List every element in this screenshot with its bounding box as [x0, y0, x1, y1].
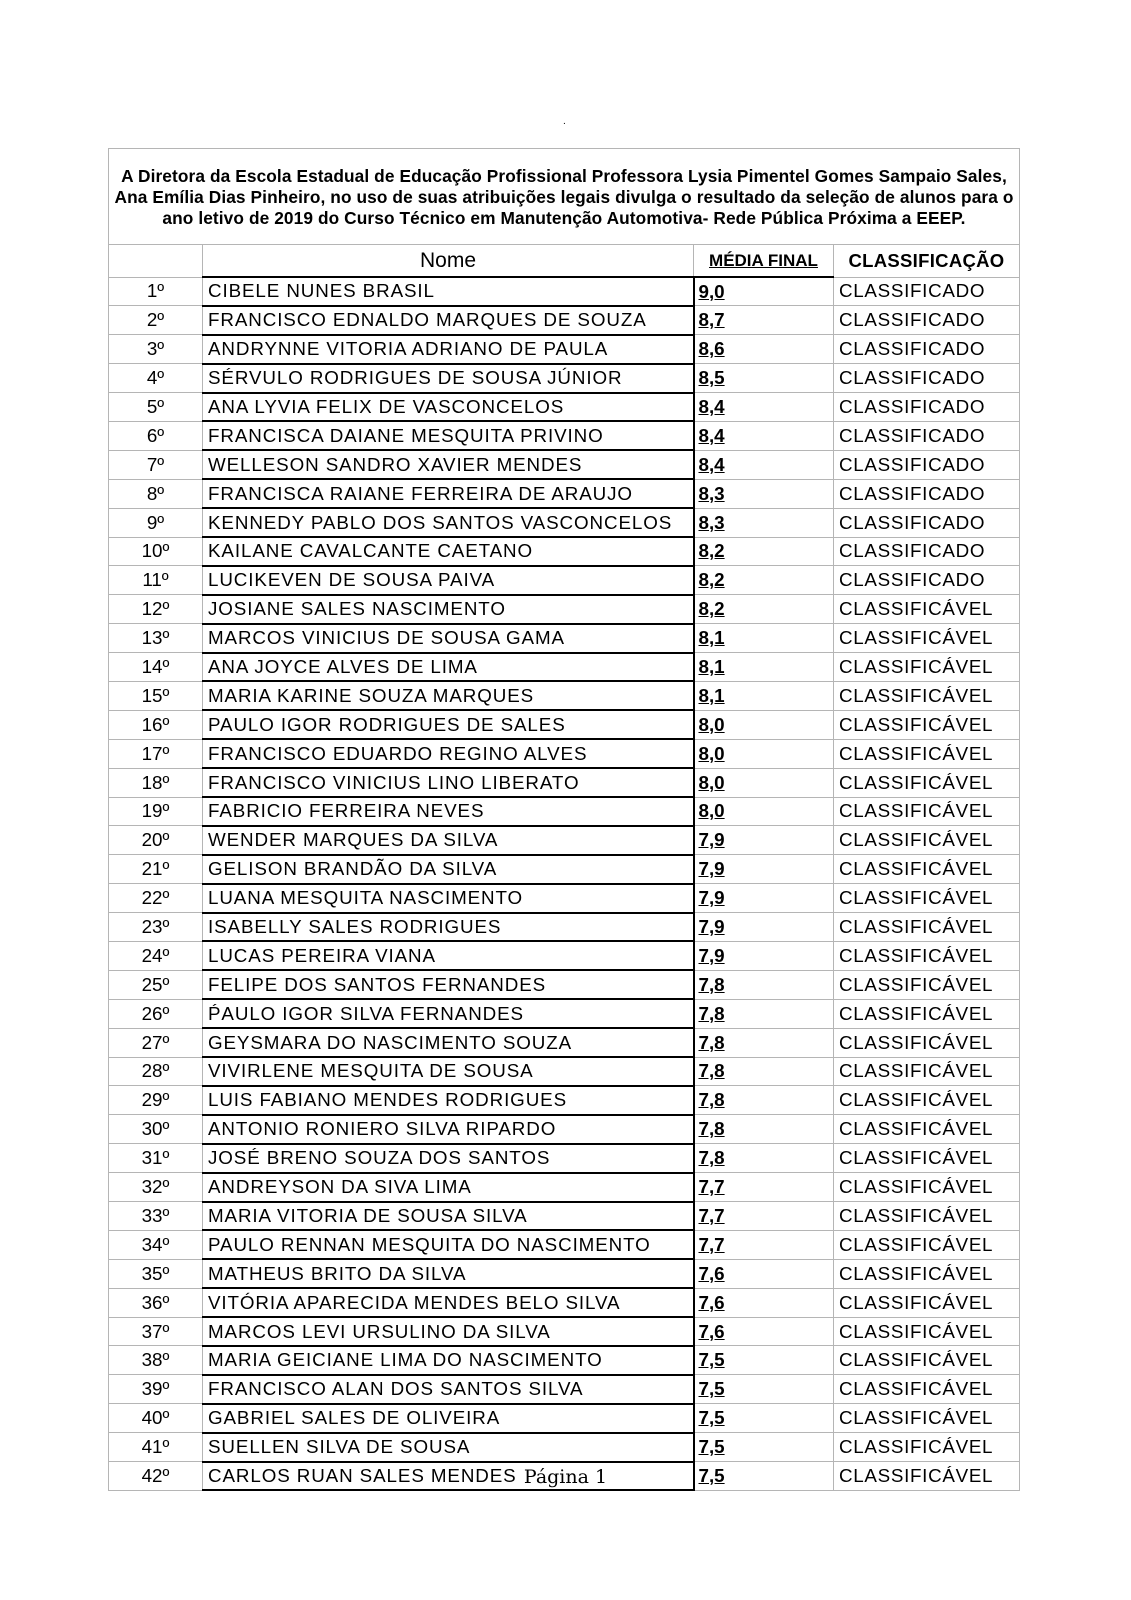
position-cell: 14º	[109, 653, 203, 682]
table-row	[109, 624, 1020, 653]
name-cell: PAULO IGOR RODRIGUES DE SALES	[203, 710, 694, 739]
position-cell: 10º	[109, 537, 203, 566]
table-row	[109, 653, 1020, 682]
name-cell: JOSIANE SALES NASCIMENTO	[203, 595, 694, 624]
page-number: Página 1	[523, 1466, 608, 1488]
table-row	[109, 566, 1020, 595]
classification-cell: CLASSIFICADO	[834, 537, 1020, 566]
position-cell: 1º	[109, 277, 203, 306]
table-row	[109, 1086, 1020, 1115]
intro-text: A Diretora da Escola Estadual de Educação Profissional Professora Lysia Pimentel Gomes Sampaio Sales, Ana Emília Dias Pinheiro, no uso de suas atribuições legais divulga o resultado da seleção de alunos para o ano letivo de 2019 do Curso Técnico em Manutenção Automotiva- Rede Pública Próxima a EEEP.	[109, 149, 1020, 245]
classification-cell: CLASSIFICADO	[834, 479, 1020, 508]
position-cell: 16º	[109, 710, 203, 739]
classification-cell: CLASSIFICÁVEL	[834, 1173, 1020, 1202]
name-cell: LUIS FABIANO MENDES RODRIGUES	[203, 1086, 694, 1115]
name-cell: SUELLEN SILVA DE SOUSA	[203, 1433, 694, 1462]
position-cell: 42º	[109, 1462, 203, 1491]
media-final-cell: 7,7	[694, 1202, 834, 1231]
position-cell: 7º	[109, 450, 203, 479]
position-cell: 25º	[109, 970, 203, 999]
media-final-cell: 8,0	[694, 768, 834, 797]
table-row	[109, 364, 1020, 393]
classification-cell: CLASSIFICÁVEL	[834, 884, 1020, 913]
table-row	[109, 913, 1020, 942]
name-cell: ṔAULO IGOR SILVA FERNANDES	[203, 999, 694, 1028]
media-final-cell: 8,1	[694, 653, 834, 682]
table-row	[109, 1259, 1020, 1288]
position-cell: 6º	[109, 421, 203, 450]
media-final-cell: 8,2	[694, 566, 834, 595]
header-position	[109, 245, 203, 278]
name-cell: KENNEDY PABLO DOS SANTOS VASCONCELOS	[203, 508, 694, 537]
name-cell: VIVIRLENE MESQUITA DE SOUSA	[203, 1057, 694, 1086]
media-final-cell: 7,9	[694, 826, 834, 855]
name-cell: ANA LYVIA FELIX DE VASCONCELOS	[203, 393, 694, 422]
classification-cell: CLASSIFICÁVEL	[834, 797, 1020, 826]
media-final-cell: 7,8	[694, 1057, 834, 1086]
classification-cell: CLASSIFICÁVEL	[834, 941, 1020, 970]
media-final-cell: 7,6	[694, 1317, 834, 1346]
name-cell: FRANCISCO ALAN DOS SANTOS SILVA	[203, 1375, 694, 1404]
media-final-cell: 7,6	[694, 1259, 834, 1288]
media-final-cell: 7,8	[694, 1144, 834, 1173]
classification-cell: CLASSIFICÁVEL	[834, 1028, 1020, 1057]
name-cell: MARCOS VINICIUS DE SOUSA GAMA	[203, 624, 694, 653]
table-row	[109, 450, 1020, 479]
position-cell: 8º	[109, 479, 203, 508]
classification-cell: CLASSIFICÁVEL	[834, 970, 1020, 999]
media-final-cell: 8,4	[694, 421, 834, 450]
table-row	[109, 393, 1020, 422]
classification-cell: CLASSIFICÁVEL	[834, 653, 1020, 682]
media-final-cell: 7,9	[694, 855, 834, 884]
name-cell: LUCAS PEREIRA VIANA	[203, 941, 694, 970]
classification-cell: CLASSIFICÁVEL	[834, 855, 1020, 884]
classification-cell: CLASSIFICADO	[834, 421, 1020, 450]
position-cell: 21º	[109, 855, 203, 884]
position-cell: 13º	[109, 624, 203, 653]
position-cell: 5º	[109, 393, 203, 422]
name-cell: GABRIEL SALES DE OLIVEIRA	[203, 1404, 694, 1433]
classification-cell: CLASSIFICÁVEL	[834, 1375, 1020, 1404]
name-cell: MATHEUS BRITO DA SILVA	[203, 1259, 694, 1288]
name-cell: MARIA GEICIANE LIMA DO NASCIMENTO	[203, 1346, 694, 1375]
classification-cell: CLASSIFICÁVEL	[834, 624, 1020, 653]
position-cell: 33º	[109, 1202, 203, 1231]
position-cell: 19º	[109, 797, 203, 826]
table-row	[109, 1202, 1020, 1231]
position-cell: 4º	[109, 364, 203, 393]
name-cell: FRANCISCA DAIANE MESQUITA PRIVINO	[203, 421, 694, 450]
table-row	[109, 826, 1020, 855]
classification-cell: CLASSIFICÁVEL	[834, 1144, 1020, 1173]
name-cell: ANTONIO RONIERO SILVA RIPARDO	[203, 1115, 694, 1144]
position-cell: 35º	[109, 1259, 203, 1288]
position-cell: 22º	[109, 884, 203, 913]
media-final-cell: 7,5	[694, 1433, 834, 1462]
position-cell: 17º	[109, 739, 203, 768]
classification-cell: CLASSIFICADO	[834, 277, 1020, 306]
classification-cell: CLASSIFICADO	[834, 566, 1020, 595]
position-cell: 36º	[109, 1288, 203, 1317]
classification-cell: CLASSIFICÁVEL	[834, 739, 1020, 768]
name-cell: FRANCISCO EDNALDO MARQUES DE SOUZA	[203, 306, 694, 335]
classification-cell: CLASSIFICÁVEL	[834, 1462, 1020, 1491]
name-cell: FRANCISCO VINICIUS LINO LIBERATO	[203, 768, 694, 797]
table-row	[109, 1288, 1020, 1317]
position-cell: 40º	[109, 1404, 203, 1433]
position-cell: 11º	[109, 566, 203, 595]
media-final-cell: 8,3	[694, 479, 834, 508]
name-cell: MARIA KARINE SOUZA MARQUES	[203, 681, 694, 710]
position-cell: 15º	[109, 681, 203, 710]
media-final-cell: 7,9	[694, 884, 834, 913]
header-name: Nome	[203, 245, 694, 278]
media-final-cell: 7,5	[694, 1346, 834, 1375]
media-final-cell: 7,9	[694, 941, 834, 970]
table-row	[109, 277, 1020, 306]
table-row	[109, 681, 1020, 710]
media-final-cell: 7,7	[694, 1173, 834, 1202]
position-cell: 23º	[109, 913, 203, 942]
table-row	[109, 710, 1020, 739]
classification-cell: CLASSIFICADO	[834, 306, 1020, 335]
name-cell: KAILANE CAVALCANTE CAETANO	[203, 537, 694, 566]
classification-cell: CLASSIFICÁVEL	[834, 1230, 1020, 1259]
classification-cell: CLASSIFICÁVEL	[834, 999, 1020, 1028]
classification-cell: CLASSIFICÁVEL	[834, 826, 1020, 855]
name-cell: FABRICIO FERREIRA NEVES	[203, 797, 694, 826]
name-cell: MARIA VITORIA DE SOUSA SILVA	[203, 1202, 694, 1231]
media-final-cell: 7,8	[694, 1086, 834, 1115]
media-final-cell: 8,5	[694, 364, 834, 393]
media-final-cell: 8,6	[694, 335, 834, 364]
name-cell: ISABELLY SALES RODRIGUES	[203, 913, 694, 942]
name-cell: SÉRVULO RODRIGUES DE SOUSA JÚNIOR	[203, 364, 694, 393]
media-final-cell: 8,2	[694, 595, 834, 624]
classification-cell: CLASSIFICADO	[834, 393, 1020, 422]
name-cell: ANDRYNNE VITORIA ADRIANO DE PAULA	[203, 335, 694, 364]
classification-cell: CLASSIFICADO	[834, 508, 1020, 537]
table-row	[109, 421, 1020, 450]
position-cell: 41º	[109, 1433, 203, 1462]
table-row	[109, 1346, 1020, 1375]
media-final-cell: 8,4	[694, 450, 834, 479]
table-row	[109, 941, 1020, 970]
media-final-cell: 8,7	[694, 306, 834, 335]
table-row	[109, 1057, 1020, 1086]
name-cell: WELLESON SANDRO XAVIER MENDES	[203, 450, 694, 479]
position-cell: 26º	[109, 999, 203, 1028]
position-cell: 18º	[109, 768, 203, 797]
classification-cell: CLASSIFICÁVEL	[834, 681, 1020, 710]
classification-cell: CLASSIFICÁVEL	[834, 1346, 1020, 1375]
name-cell: GEYSMARA DO NASCIMENTO SOUZA	[203, 1028, 694, 1057]
classification-cell: CLASSIFICADO	[834, 335, 1020, 364]
table-row	[109, 1317, 1020, 1346]
name-cell: CIBELE NUNES BRASIL	[203, 277, 694, 306]
position-cell: 9º	[109, 508, 203, 537]
media-final-cell: 9,0	[694, 277, 834, 306]
results-table	[108, 148, 1020, 1491]
classification-cell: CLASSIFICÁVEL	[834, 1202, 1020, 1231]
name-cell: CARLOS RUAN SALES MENDES	[203, 1462, 694, 1491]
position-cell: 38º	[109, 1346, 203, 1375]
table-row	[109, 1375, 1020, 1404]
classification-cell: CLASSIFICÁVEL	[834, 1115, 1020, 1144]
classification-cell: CLASSIFICÁVEL	[834, 913, 1020, 942]
name-cell: LUANA MESQUITA NASCIMENTO	[203, 884, 694, 913]
table-row	[109, 1173, 1020, 1202]
table-row	[109, 999, 1020, 1028]
table-row	[109, 739, 1020, 768]
table-row	[109, 1433, 1020, 1462]
classification-cell: CLASSIFICÁVEL	[834, 710, 1020, 739]
name-cell: VITÓRIA APARECIDA MENDES BELO SILVA	[203, 1288, 694, 1317]
header-media-final: MÉDIA FINAL	[694, 245, 834, 278]
name-cell: ANDREYSON DA SIVA LIMA	[203, 1173, 694, 1202]
classification-cell: CLASSIFICÁVEL	[834, 1317, 1020, 1346]
table-row	[109, 537, 1020, 566]
table-row	[109, 1115, 1020, 1144]
header-classification: CLASSIFICAÇÃO	[834, 245, 1020, 278]
position-cell: 37º	[109, 1317, 203, 1346]
media-final-cell: 7,8	[694, 970, 834, 999]
name-cell: PAULO RENNAN MESQUITA DO NASCIMENTO	[203, 1230, 694, 1259]
table-row	[109, 884, 1020, 913]
name-cell: GELISON BRANDÃO DA SILVA	[203, 855, 694, 884]
name-cell: MARCOS LEVI URSULINO DA SILVA	[203, 1317, 694, 1346]
classification-cell: CLASSIFICADO	[834, 450, 1020, 479]
position-cell: 32º	[109, 1173, 203, 1202]
table-row	[109, 797, 1020, 826]
position-cell: 29º	[109, 1086, 203, 1115]
media-final-cell: 7,6	[694, 1288, 834, 1317]
table-row	[109, 335, 1020, 364]
table-row	[109, 1230, 1020, 1259]
classification-cell: CLASSIFICÁVEL	[834, 1288, 1020, 1317]
classification-cell: CLASSIFICÁVEL	[834, 1086, 1020, 1115]
table-row	[109, 508, 1020, 537]
position-cell: 20º	[109, 826, 203, 855]
media-final-cell: 7,8	[694, 999, 834, 1028]
media-final-cell: 8,1	[694, 624, 834, 653]
position-cell: 12º	[109, 595, 203, 624]
media-final-cell: 7,8	[694, 1028, 834, 1057]
classification-cell: CLASSIFICÁVEL	[834, 595, 1020, 624]
media-final-cell: 7,5	[694, 1462, 834, 1491]
table-row	[109, 768, 1020, 797]
name-cell: FRANCISCO EDUARDO REGINO ALVES	[203, 739, 694, 768]
media-final-cell: 8,0	[694, 710, 834, 739]
table-row	[109, 1144, 1020, 1173]
classification-cell: CLASSIFICÁVEL	[834, 768, 1020, 797]
table-row	[109, 1028, 1020, 1057]
table-row	[109, 970, 1020, 999]
position-cell: 30º	[109, 1115, 203, 1144]
name-cell: WENDER MARQUES DA SILVA	[203, 826, 694, 855]
intro-row	[109, 149, 1020, 245]
media-final-cell: 8,3	[694, 508, 834, 537]
classification-cell: CLASSIFICÁVEL	[834, 1404, 1020, 1433]
name-cell: JOSÉ BRENO SOUZA DOS SANTOS	[203, 1144, 694, 1173]
position-cell: 2º	[109, 306, 203, 335]
top-mark: .	[563, 116, 566, 127]
classification-cell: CLASSIFICÁVEL	[834, 1057, 1020, 1086]
classification-cell: CLASSIFICADO	[834, 364, 1020, 393]
header-row	[109, 245, 1020, 278]
media-final-cell: 8,4	[694, 393, 834, 422]
media-final-cell: 7,5	[694, 1404, 834, 1433]
table-row	[109, 1404, 1020, 1433]
media-final-cell: 7,9	[694, 913, 834, 942]
classification-cell: CLASSIFICÁVEL	[834, 1259, 1020, 1288]
position-cell: 3º	[109, 335, 203, 364]
media-final-cell: 8,0	[694, 739, 834, 768]
media-final-cell: 8,1	[694, 681, 834, 710]
classification-cell: CLASSIFICÁVEL	[834, 1433, 1020, 1462]
position-cell: 24º	[109, 941, 203, 970]
position-cell: 28º	[109, 1057, 203, 1086]
name-cell: LUCIKEVEN DE SOUSA PAIVA	[203, 566, 694, 595]
media-final-cell: 8,2	[694, 537, 834, 566]
table-row	[109, 855, 1020, 884]
media-final-cell: 7,7	[694, 1230, 834, 1259]
name-cell: ANA JOYCE ALVES DE LIMA	[203, 653, 694, 682]
position-cell: 27º	[109, 1028, 203, 1057]
table-row	[109, 306, 1020, 335]
media-final-cell: 7,5	[694, 1375, 834, 1404]
table-row	[109, 479, 1020, 508]
media-final-cell: 8,0	[694, 797, 834, 826]
position-cell: 39º	[109, 1375, 203, 1404]
table-row	[109, 595, 1020, 624]
name-cell: FRANCISCA RAIANE FERREIRA DE ARAUJO	[203, 479, 694, 508]
position-cell: 31º	[109, 1144, 203, 1173]
position-cell: 34º	[109, 1230, 203, 1259]
name-cell: FELIPE DOS SANTOS FERNANDES	[203, 970, 694, 999]
media-final-cell: 7,8	[694, 1115, 834, 1144]
